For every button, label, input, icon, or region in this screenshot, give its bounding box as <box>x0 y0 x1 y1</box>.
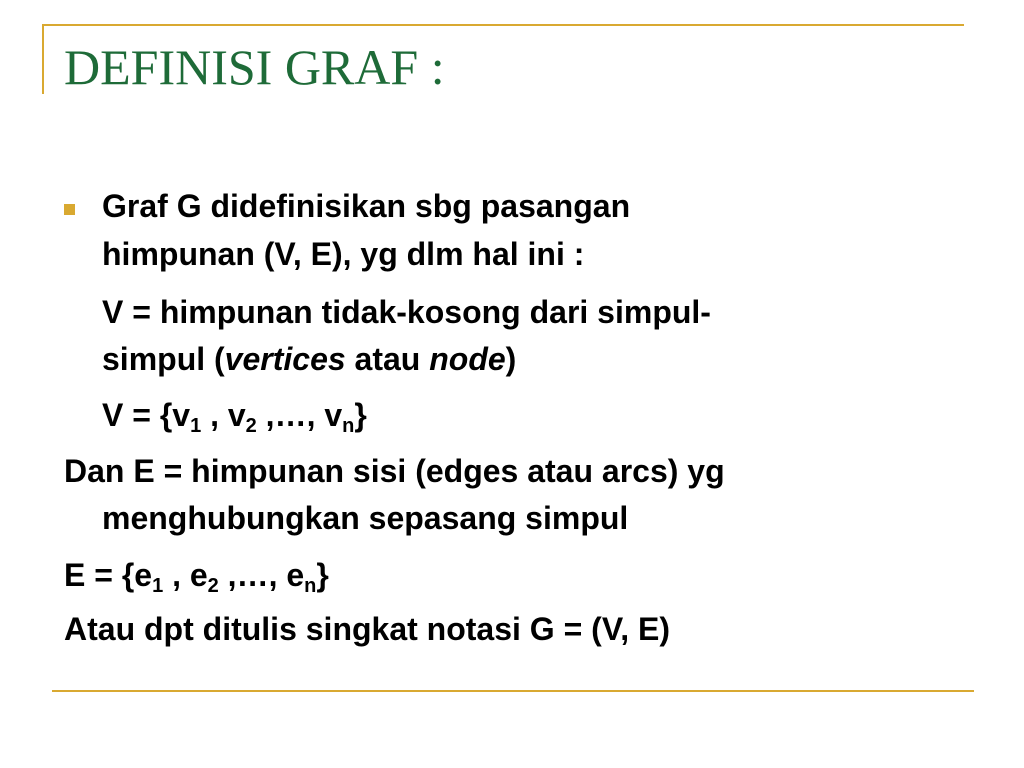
v-set-mid-1: , v <box>201 397 246 433</box>
e-set-sub-n: n <box>304 575 317 597</box>
frame-bottom-rule <box>52 690 974 692</box>
v-set-mid-2: ,…, v <box>256 397 343 433</box>
v-set-close: } <box>354 397 367 433</box>
v-definition-atau: atau <box>345 341 430 377</box>
bullet-line-1: Graf G didefinisikan sbg pasangan <box>102 188 631 224</box>
e-set-mid-1: , e <box>163 557 208 593</box>
bullet-line-2: himpunan (V, E), yg dlm hal ini : <box>102 236 585 272</box>
v-set-sub-n: n <box>342 415 355 437</box>
v-definition-node: node <box>429 341 506 377</box>
v-definition-line-1: V = himpunan tidak-kosong dari simpul- <box>102 294 711 330</box>
v-definition-start: simpul ( <box>102 341 225 377</box>
v-set-line <box>102 397 367 437</box>
e-set-sub-2: 2 <box>207 575 219 597</box>
e-set-line <box>64 557 329 597</box>
e-definition-line-2: menghubungkan sepasang simpul <box>102 500 629 536</box>
e-set-prefix: E = {e <box>64 557 153 593</box>
v-definition-vertices: vertices <box>224 341 346 377</box>
slide-title: DEFINISI GRAF : <box>64 39 445 95</box>
e-set-sub-1: 1 <box>152 575 164 597</box>
v-definition-line-2 <box>102 343 516 375</box>
e-set-close: } <box>316 557 329 593</box>
bullet-square-icon <box>64 204 75 215</box>
v-set-sub-1: 1 <box>190 415 202 437</box>
notation-line: Atau dpt ditulis singkat notasi G = (V, E) <box>64 611 670 647</box>
e-set-mid-2: ,…, e <box>218 557 305 593</box>
v-definition-close: ) <box>505 341 517 377</box>
v-set-prefix: V = {v <box>102 397 191 433</box>
e-definition-line-1: Dan E = himpunan sisi (edges atau arcs) yg <box>64 453 725 489</box>
v-set-sub-2: 2 <box>245 415 257 437</box>
